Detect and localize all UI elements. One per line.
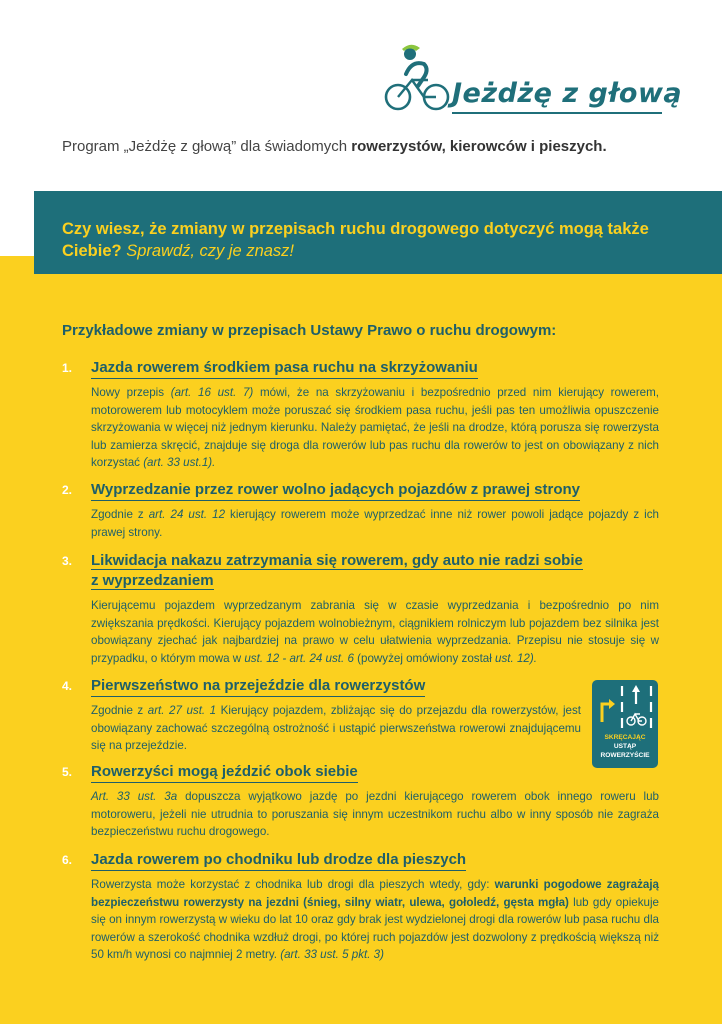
- item-body: [91, 597, 659, 667]
- item-number: 6.: [62, 853, 73, 867]
- item-title: Rowerzyści mogą jeździć obok siebie: [91, 762, 358, 783]
- item-number: 1.: [62, 361, 73, 375]
- cyclist-logo-icon: [380, 40, 460, 118]
- body-text: Kierującemu pojazdem wyprzedzanym zabrania się w czasie wyprzedzania i bezpośrednio po nim zwiększania prędkości. Kierujący pojazdem wolnobieżnym, ciągnikiem rolniczym lub pojazdem bez silnika jest obowiązany zjechać jak najbardziej na prawo w celu ułatwienia wyprzedzania. Przepisu nie stosuje się w przypadku, o którym mowa w: [91, 599, 659, 665]
- legal-ref: Art. 33 ust. 3a: [91, 790, 178, 803]
- banner-question: [62, 218, 702, 262]
- body-text: Zgodnie z: [91, 508, 149, 521]
- body-text: Nowy przepis: [91, 386, 171, 399]
- program-tagline: [62, 138, 702, 155]
- legal-ref: (art. 16 ust. 7): [170, 386, 254, 399]
- body-text: Kierujący pojazdem, zbliżając się do przejazdu dla rowerzystów, jest obowiązany zachować szczególną ostrożność i ustąpić pierwszeństwa rowerowi znajdującemu się na przejeździe.: [91, 704, 581, 752]
- body-text: dopuszcza wyjątkowo jazdę po jezdni kierującego rowerem obok innego roweru lub motoroweru, jeżeli nie utrudnia to poruszania się innym uczestnikom ruchu albo w inny sposób nie zagraża bezpieczeństwu ruchu drogowego.: [91, 790, 660, 838]
- item-body: [91, 702, 581, 755]
- body-text: (powyżej omówiony został: [353, 651, 496, 665]
- sign-label-1: SKRĘCAJĄC: [604, 734, 646, 741]
- item-number: 4.: [62, 679, 73, 693]
- item-title: Jazda rowerem po chodniku lub drodze dla pieszych: [91, 850, 466, 871]
- legal-ref: art. 24 ust. 12: [148, 508, 226, 521]
- legal-ref: art. 27 ust. 1: [147, 704, 217, 717]
- title-line: Likwidacja nakazu zatrzymania się rowerem, gdy auto nie radzi sobie: [91, 552, 583, 569]
- turn-yield-cyclists-icon: [592, 680, 658, 734]
- body-text: Zgodnie z: [91, 704, 148, 717]
- title-line: z wyprzedzaniem: [91, 572, 214, 589]
- body-bold: warunki pogodowe zagrażają bezpieczeństwu rowerzysty na jezdni (śnieg, silny wiatr, ulewa, gołoledź, gęsta mgła): [91, 878, 659, 909]
- body-text: lub gdy opiekuje się on innym rowerzystą w wieku do lat 10 oraz gdy brak jest wydzielonej drogi dla rowerów lub pasa ruchu dla rowerów a szerokość chodnika wzdłuż drogi, po której ruch pojazdów jest dozwolony z prędkością większą niż 50 km/h wynosi co najmniej 2 metry.: [91, 895, 659, 961]
- item-body: [91, 384, 659, 472]
- program-prefix: Program „Jeżdżę z głową” dla świadomych: [62, 138, 352, 155]
- item-body: [91, 506, 659, 541]
- road-sign: [592, 680, 658, 768]
- item-title: Pierwszeństwo na przejeździe dla rowerzystów: [91, 676, 425, 697]
- item-number: 3.: [62, 554, 73, 568]
- question-banner: [34, 191, 722, 274]
- banner-bold: Czy wiesz, że zmiany w przepisach ruchu drogowego dotyczyć mogą także Ciebie?: [62, 220, 649, 260]
- section-title: Przykładowe zmiany w przepisach Ustawy Prawo o ruchu drogowym:: [62, 322, 557, 339]
- legal-ref: (art. 33 ust.1).: [143, 456, 216, 469]
- body-text: kierujący rowerem może wyprzedzać inne niż rower powoli jadące pojazdy z ich prawej strony.: [91, 508, 659, 539]
- item-number: 5.: [62, 765, 73, 779]
- logo: [380, 40, 683, 118]
- sign-label-2: USTĄP: [613, 743, 637, 750]
- logo-text: Jeżdżę z głową: [452, 78, 683, 109]
- item-title: [91, 551, 651, 591]
- legal-ref: (art. 33 ust. 5 pkt. 3): [280, 948, 384, 961]
- body-text: Rowerzysta może korzystać z chodnika lub drogi dla pieszych wtedy, gdy:: [91, 878, 495, 891]
- item-body: [91, 788, 659, 841]
- program-bold: rowerzystów, kierowców i pieszych.: [351, 138, 607, 155]
- legal-ref: ust. 12 - art. 24 ust. 6: [244, 651, 354, 665]
- legal-ref: ust. 12).: [495, 651, 537, 665]
- logo-underline: [452, 112, 662, 114]
- item-title: Jazda rowerem środkiem pasa ruchu na skrzyżowaniu: [91, 358, 478, 379]
- sign-label-3: ROWERZYŚCIE: [600, 752, 650, 759]
- item-body: [91, 876, 659, 964]
- item-title: Wyprzedzanie przez rower wolno jadących pojazdów z prawej strony: [91, 480, 580, 501]
- banner-italic: Sprawdź, czy je znasz!: [121, 242, 295, 260]
- item-number: 2.: [62, 483, 73, 497]
- body-text: mówi, że na skrzyżowaniu i bezpośrednio przed nim kierujący rowerem, motorowerem lub motocyklem może poruszać się środkiem pasa ruchu, jeśli pas ten umożliwia opuszczenie skrzyżowania w więcej niż jednym kierunku. Należy pamiętać, że jeśli na drodze, którą porusza się rowerzysta lub zamierza skręcić, znajduje się droga dla rowerów lub pas ruchu dla rowerów to jest on obowiązany z nich korzystać: [91, 386, 660, 469]
